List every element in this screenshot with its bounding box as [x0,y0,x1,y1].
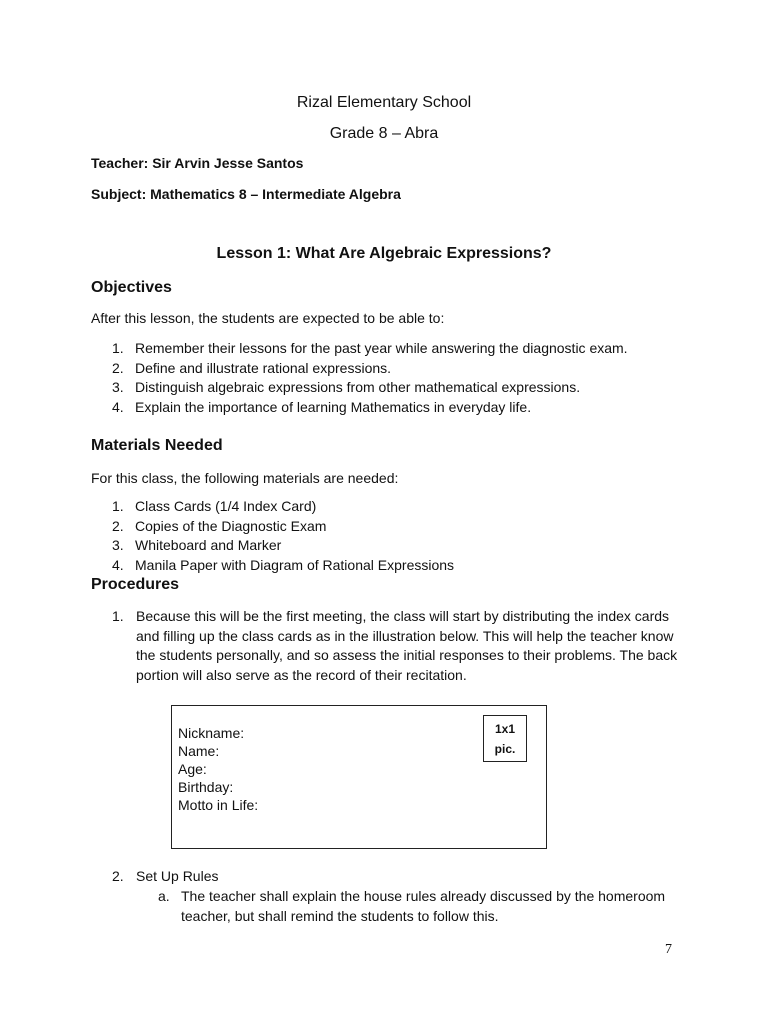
materials-heading: Materials Needed [91,437,223,454]
step-number: 1. [112,608,124,624]
list-item: 3. Distinguish algebraic expressions from other mathematical expressions. [112,379,581,395]
card-fields [178,724,258,814]
list-item: 2. Copies of the Diagnostic Exam [112,517,327,534]
school-name: Rizal Elementary School [296,94,472,111]
procedure-step-1 [112,607,687,685]
photo-placeholder: 1x1 pic. [483,715,527,762]
list-item: 1. Class Cards (1/4 Index Card) [112,498,317,514]
card-field-name: Name: [178,743,220,759]
materials-list [91,497,454,575]
teacher-line: Teacher: Sir Arvin Jesse Santos [91,155,304,171]
subject-line: Subject: Mathematics 8 – Intermediate Algebra [91,186,401,202]
card-field-motto: Motto in Life: [178,797,259,813]
step-text: Set Up Rules [136,868,219,884]
procedures-heading: Procedures [91,576,180,593]
card-field-birthday: Birthday: [178,779,234,795]
procedure-step-2 [112,867,687,887]
list-item: 4. Manila Paper with Diagram of Rational Expressions [112,556,455,573]
grade-section: Grade 8 – Abra [329,125,439,142]
procedure-substep-a [158,887,678,926]
substep-label: a. [158,888,170,904]
list-item: 4. Explain the importance of learning Mathematics in everyday life. [112,398,532,415]
objectives-list [91,339,628,417]
class-card-illustration [171,705,547,849]
step-text: Because this will be the first meeting, the class will start by distributing the index cards and filling up the class cards as in the illustration below. This will help the teacher know the students personally, and so assess the initial responses to their problems. The back portion will also serve as the record of their recitation. [136,608,678,683]
card-field-nickname: Nickname: [178,725,245,741]
lesson-title: Lesson 1: What Are Algebraic Expressions? [216,245,552,262]
step-number: 2. [112,868,124,884]
objectives-heading: Objectives [91,279,172,296]
objectives-intro: After this lesson, the students are expected to be able to: [91,310,445,326]
materials-intro: For this class, the following materials are needed: [91,470,399,486]
card-field-age: Age: [178,761,207,777]
list-item: 1. Remember their lessons for the past year while answering the diagnostic exam. [112,340,628,356]
page-number: 7 [665,942,672,957]
list-item: 2. Define and illustrate rational expressions. [112,359,392,376]
substep-text: The teacher shall explain the house rules already discussed by the homeroom teacher, but shall remind the students to follow this. [181,888,666,924]
list-item: 3. Whiteboard and Marker [112,537,282,553]
